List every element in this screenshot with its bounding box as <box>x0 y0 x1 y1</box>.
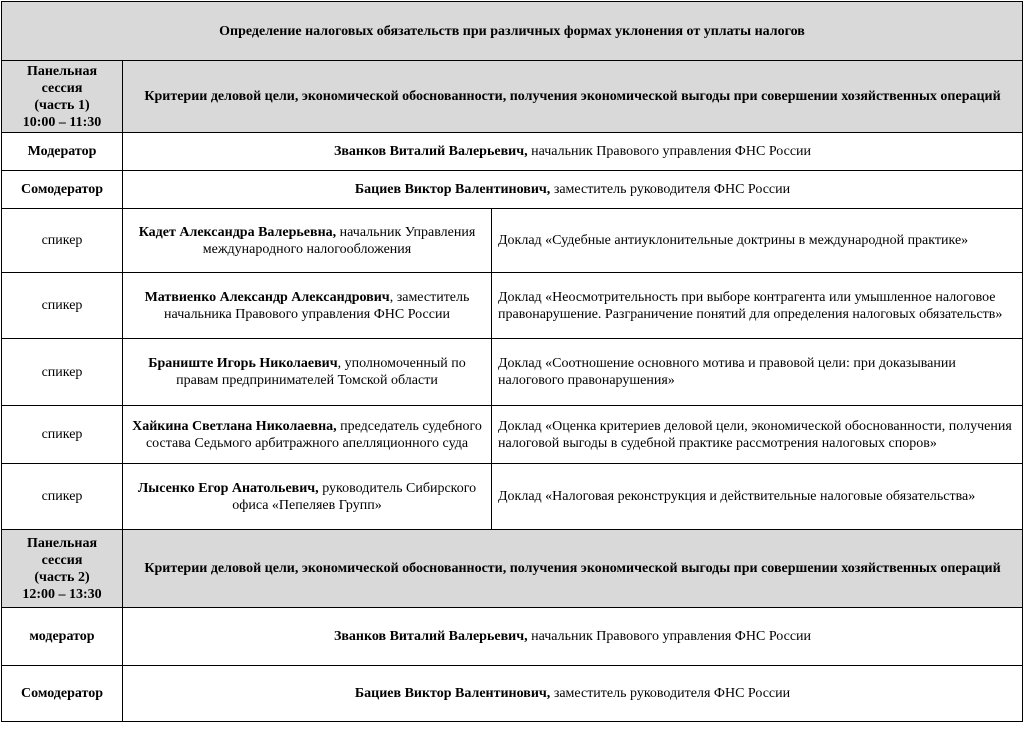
program-table <box>1 1 1023 722</box>
speaker-person <box>123 339 492 406</box>
session-2-topic: Критерии деловой цели, экономической обоснованности, получения экономической выгоды при совершении хозяйственных операций <box>123 530 1023 608</box>
speaker-name: Матвиенко Александр Александрович <box>144 289 390 305</box>
moderator-role: модератор <box>2 608 123 666</box>
comoderator-person <box>123 171 1023 209</box>
speaker-position: начальник Управления международного налогообложения <box>202 224 476 257</box>
moderator-name: Званков Виталий Валерьевич, <box>333 629 528 644</box>
session-2-header-row <box>2 530 1023 608</box>
speaker-role: спикер <box>2 464 123 530</box>
session-1-topic: Критерии деловой цели, экономической обоснованности, получения экономической выгоды при совершении хозяйственных операций <box>123 61 1023 133</box>
session-2-label-line: Панельная <box>26 535 98 551</box>
speaker-talk: Доклад «Налоговая реконструкция и действительные налоговые обязательства» <box>492 464 1023 530</box>
speaker-person <box>123 464 492 530</box>
comoderator-position: заместитель руководителя ФНС России <box>550 686 791 701</box>
comoderator-person <box>123 666 1023 722</box>
comoderator-position: заместитель руководителя ФНС России <box>550 182 791 197</box>
moderator-role: Модератор <box>2 133 123 171</box>
speaker-talk: Доклад «Судебные антиуклонительные доктрины в международной практике» <box>492 209 1023 273</box>
session-1-label <box>2 61 123 133</box>
comoderator-name: Бациев Виктор Валентинович, <box>354 686 551 701</box>
speaker-position: руководитель Сибирского офиса «Пепеляев Групп» <box>232 480 477 513</box>
speaker-row <box>2 273 1023 339</box>
session-2-comoderator-row <box>2 666 1023 722</box>
session-1-label-line: Панельная <box>26 63 98 79</box>
moderator-position: начальник Правового управления ФНС России <box>527 629 812 644</box>
speaker-row <box>2 209 1023 273</box>
session-1-time: 10:00 – 11:30 <box>22 114 102 130</box>
speaker-row <box>2 406 1023 464</box>
session-2-moderator-row <box>2 608 1023 666</box>
speaker-role: спикер <box>2 273 123 339</box>
session-1-comoderator-row <box>2 171 1023 209</box>
speaker-person <box>123 406 492 464</box>
speaker-name: Лысенко Егор Анатольевич, <box>137 480 319 496</box>
speaker-talk: Доклад «Неосмотрительность при выборе контрагента или умышленное налоговое правонарушение. Разграничение понятий для определения налоговых обязательств» <box>492 273 1023 339</box>
speaker-row <box>2 339 1023 406</box>
speaker-name: Браниште Игорь Николаевич <box>148 356 338 371</box>
moderator-name: Званков Виталий Валерьевич, <box>333 144 528 159</box>
moderator-position: начальник Правового управления ФНС России <box>527 144 812 159</box>
moderator-person <box>123 133 1023 171</box>
session-2-time: 12:00 – 13:30 <box>22 586 102 602</box>
speaker-talk: Доклад «Соотношение основного мотива и правовой цели: при доказывании налогового правонарушения» <box>492 339 1023 406</box>
moderator-person <box>123 608 1023 666</box>
speaker-role: спикер <box>2 339 123 406</box>
speaker-position: , уполномоченный по правам предпринимателей Томской области <box>176 356 466 388</box>
session-1-label-line: сессия <box>41 80 83 96</box>
title-row <box>2 2 1023 61</box>
speaker-talk: Доклад «Оценка критериев деловой цели, экономической обоснованности, получения налоговой выгоды в судебной практике рассмотрения налоговых споров» <box>492 406 1023 464</box>
speaker-name: Хайкина Светлана Николаевна, <box>132 418 337 434</box>
session-1-label-line: (часть 1) <box>34 97 90 113</box>
speaker-row <box>2 464 1023 530</box>
session-2-label-line: сессия <box>41 552 83 568</box>
speaker-position: председатель судебного состава Седьмого арбитражного апелляционного суда <box>145 418 482 451</box>
speaker-person <box>123 209 492 273</box>
comoderator-role: Сомодератор <box>2 666 123 722</box>
comoderator-role: Сомодератор <box>2 171 123 209</box>
session-2-label-line: (часть 2) <box>34 569 90 585</box>
session-1-header-row <box>2 61 1023 133</box>
speaker-role: спикер <box>2 406 123 464</box>
comoderator-name: Бациев Виктор Валентинович, <box>354 182 551 197</box>
speaker-position: , заместитель начальника Правового управления ФНС России <box>164 289 470 322</box>
speaker-person <box>123 273 492 339</box>
speaker-role: спикер <box>2 209 123 273</box>
program-title: Определение налоговых обязательств при различных формах уклонения от уплаты налогов <box>2 2 1023 61</box>
speaker-name: Кадет Александра Валерьевна, <box>138 224 337 240</box>
session-1-moderator-row <box>2 133 1023 171</box>
session-2-label <box>2 530 123 608</box>
